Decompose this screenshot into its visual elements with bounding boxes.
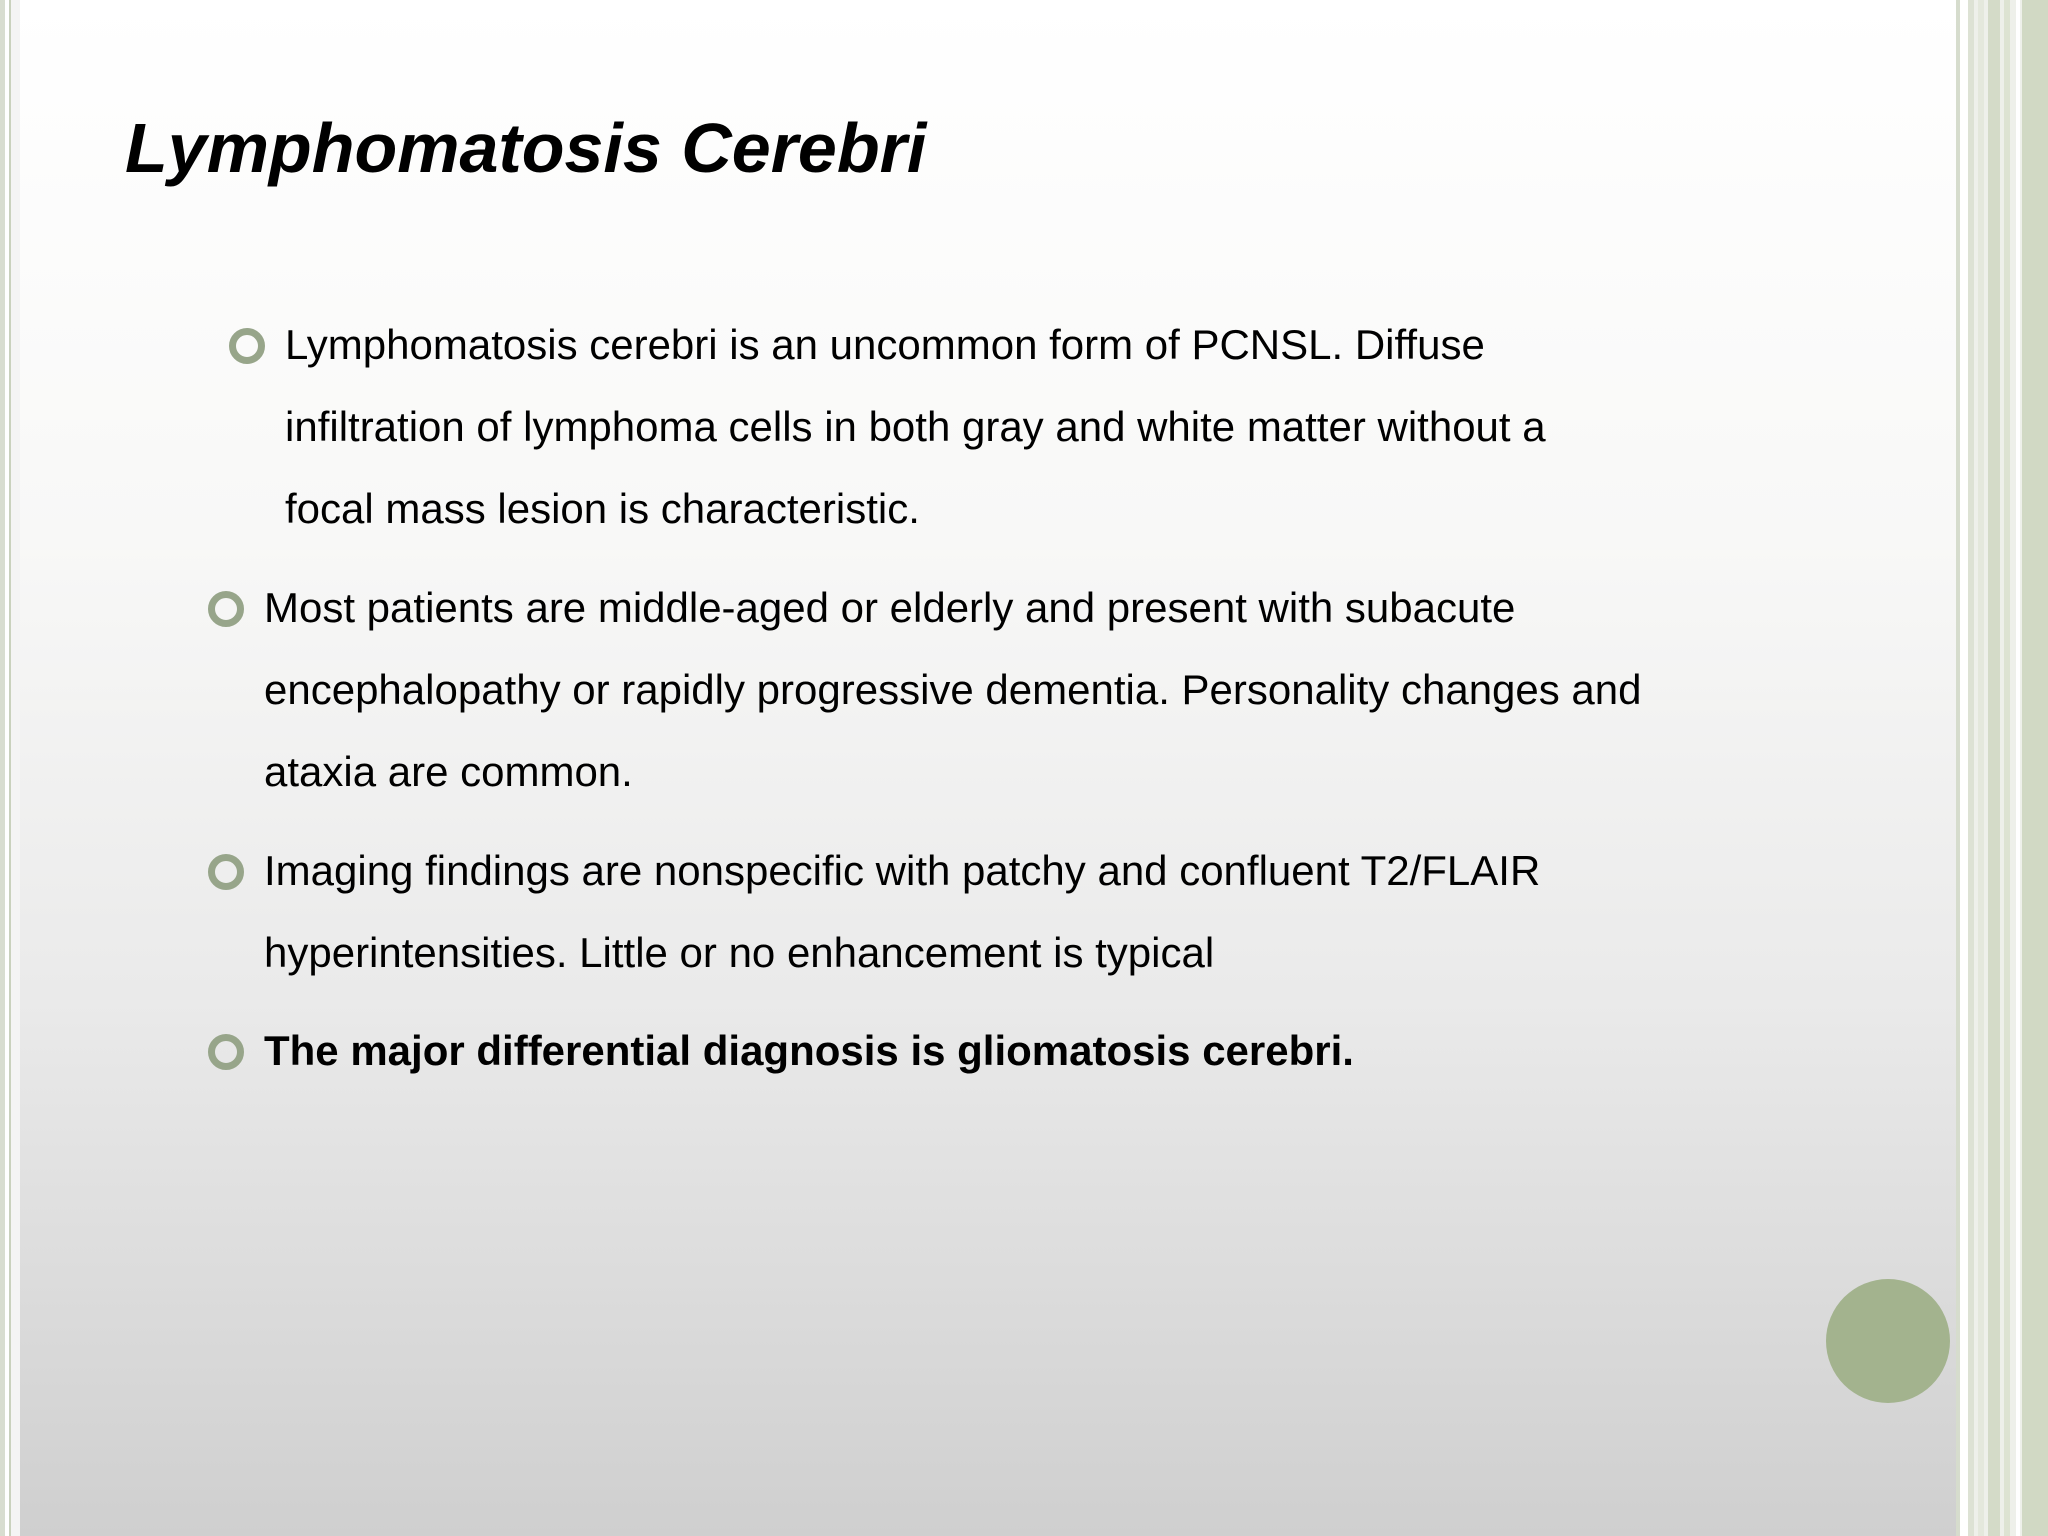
bullet-item bbox=[264, 1010, 1824, 1092]
bullet-line: Lymphomatosis cerebri is an uncommon form of PCNSL. Diffuse bbox=[285, 321, 1485, 368]
slide-title: Lymphomatosis Cerebri bbox=[125, 109, 927, 187]
bullet-line: infiltration of lymphoma cells in both gray and white matter without a bbox=[285, 403, 1546, 450]
filled-circle-decoration bbox=[1826, 1279, 1950, 1403]
bullet-line: hyperintensities. Little or no enhancement is typical bbox=[264, 929, 1215, 976]
bullet-line: encephalopathy or rapidly progressive dementia. Personality changes and bbox=[264, 666, 1642, 713]
hollow-circle-icon bbox=[208, 1034, 244, 1070]
bullet-line: ataxia are common. bbox=[264, 748, 633, 795]
bullet-item bbox=[264, 567, 1824, 813]
right-border-decoration bbox=[1956, 0, 2048, 1536]
bullet-line: focal mass lesion is characteristic. bbox=[285, 485, 920, 532]
bullet-line: The major differential diagnosis is gliomatosis cerebri. bbox=[264, 1027, 1354, 1074]
bullet-item bbox=[285, 304, 1705, 550]
hollow-circle-icon bbox=[208, 591, 244, 627]
bullet-line: Imaging findings are nonspecific with patchy and confluent T2/FLAIR bbox=[264, 847, 1541, 894]
bullet-line: Most patients are middle-aged or elderly and present with subacute bbox=[264, 584, 1516, 631]
hollow-circle-icon bbox=[229, 328, 265, 364]
hollow-circle-icon bbox=[208, 854, 244, 890]
bullet-item bbox=[264, 830, 1824, 994]
